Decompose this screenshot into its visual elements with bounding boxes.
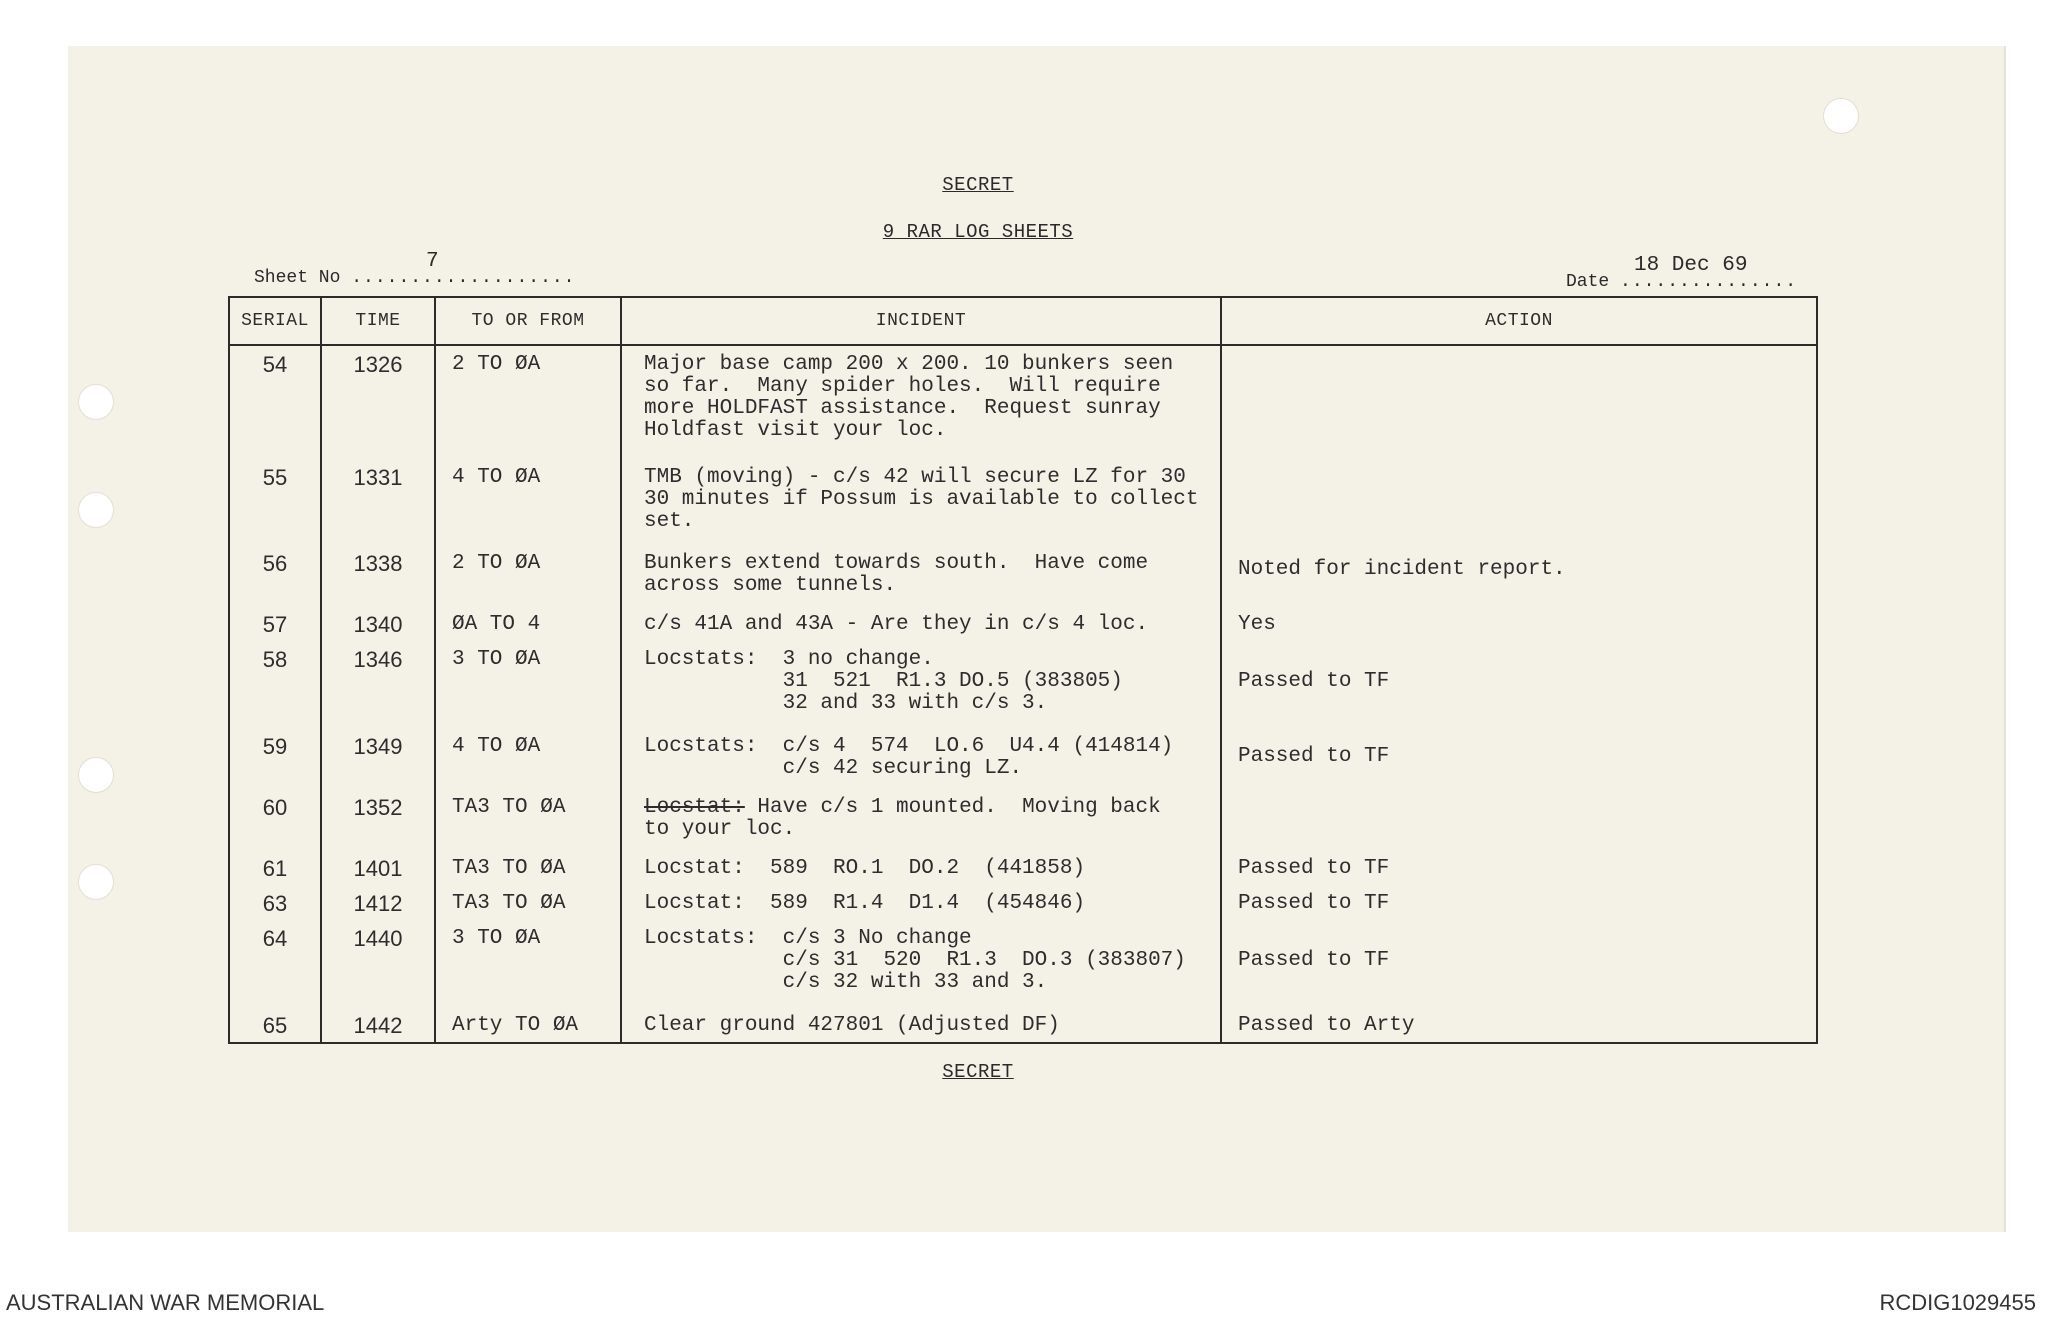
sheet-label: Sheet No [254,268,341,288]
punch-hole [78,864,114,900]
cell-serial: 61 [229,850,321,885]
cell-time: 1349 [321,728,435,789]
date-field [1566,254,1798,292]
cell-action: Passed to TF [1221,728,1817,789]
cell-incident: TMB (moving) - c/s 42 will secure LZ for 30 30 minutes if Possum is available to collect set. [621,459,1221,546]
table-row [229,789,1817,850]
cell-action [1221,459,1817,546]
sheet-value: 7 [426,250,439,273]
cell-time: 1331 [321,459,435,546]
punch-hole [78,384,114,420]
cell-action [1221,345,1817,459]
table-row [229,459,1817,546]
date-dots: ............... [1620,272,1798,292]
cell-serial: 57 [229,606,321,641]
cell-action: Passed to TF [1221,641,1817,728]
cell-serial: 54 [229,345,321,459]
sheet-number [254,250,576,288]
table-row [229,545,1817,606]
cell-serial: 58 [229,641,321,728]
cell-action: Passed to TF [1221,885,1817,920]
table-row [229,1007,1817,1042]
cell-serial: 64 [229,920,321,1007]
punch-hole [78,492,114,528]
cell-serial: 59 [229,728,321,789]
cell-to-or-from: TA3 TO ØA [435,850,621,885]
col-header-serial: SERIAL [229,297,321,345]
cell-time: 1338 [321,545,435,606]
cell-to-or-from: 2 TO ØA [435,345,621,459]
table-row [229,920,1817,1007]
cell-time: 1442 [321,1007,435,1042]
cell-action: Noted for incident report. [1221,545,1817,606]
cell-to-or-from: 3 TO ØA [435,641,621,728]
cell-time: 1340 [321,606,435,641]
cell-incident: Clear ground 427801 (Adjusted DF) [621,1007,1221,1042]
table-row [229,606,1817,641]
cell-serial: 65 [229,1007,321,1042]
col-header-to-or-from: TO OR FROM [435,297,621,345]
log-table [228,296,1818,1044]
classification-bottom: SECRET [942,1061,1014,1083]
col-header-incident: INCIDENT [621,297,1221,345]
sheet-dots: ................... [351,268,576,288]
page-title: 9 RAR LOG SHEETS [882,221,1074,243]
punch-hole [1823,98,1859,134]
table-row [229,641,1817,728]
cell-time: 1401 [321,850,435,885]
cell-to-or-from: TA3 TO ØA [435,885,621,920]
cell-incident: Locstats: c/s 3 No change c/s 31 520 R1.3 DO.3 (383807) c/s 32 with 33 and 3. [621,920,1221,1007]
cell-incident: Major base camp 200 x 200. 10 bunkers seen so far. Many spider holes. Will require more HOLDFAST assistance. Request sunray Holdfast visit your loc. [621,345,1221,459]
table-row [229,885,1817,920]
table-row [229,850,1817,885]
cell-time: 1352 [321,789,435,850]
punch-hole [78,757,114,793]
cell-incident: Locstats: 3 no change. 31 521 R1.3 DO.5 (383805) 32 and 33 with c/s 3. [621,641,1221,728]
cell-time: 1440 [321,920,435,1007]
table-spacer-row [229,1042,1817,1043]
date-value: 18 Dec 69 [1634,254,1748,277]
cell-time: 1326 [321,345,435,459]
cell-incident: Locstats: c/s 4 574 LO.6 U4.4 (414814) c/s 42 securing LZ. [621,728,1221,789]
cell-action: Passed to TF [1221,850,1817,885]
cell-incident: Locstat: 589 R1.4 D1.4 (454846) [621,885,1221,920]
date-label: Date [1566,272,1610,292]
cell-to-or-from: ØA TO 4 [435,606,621,641]
cell-incident: c/s 41A and 43A - Are they in c/s 4 loc. [621,606,1221,641]
archive-reference: RCDIG1029455 [1879,1290,2036,1315]
cell-time: 1412 [321,885,435,920]
table-row [229,728,1817,789]
cell-to-or-from: TA3 TO ØA [435,789,621,850]
cell-incident: Bunkers extend towards south. Have come across some tunnels. [621,545,1221,606]
cell-to-or-from: 4 TO ØA [435,459,621,546]
struck-text: Locstat: [644,795,745,819]
cell-action: Yes [1221,606,1817,641]
cell-serial: 60 [229,789,321,850]
cell-incident: Locstat: 589 RO.1 DO.2 (441858) [621,850,1221,885]
cell-action [1221,789,1817,850]
cell-action: Passed to TF [1221,920,1817,1007]
cell-time: 1346 [321,641,435,728]
table-row [229,345,1817,459]
col-header-action: ACTION [1221,297,1817,345]
cell-to-or-from: 2 TO ØA [435,545,621,606]
archive-credit: AUSTRALIAN WAR MEMORIAL [6,1290,325,1315]
col-header-time: TIME [321,297,435,345]
cell-incident [621,789,1221,850]
classification-top: SECRET [942,174,1014,196]
cell-to-or-from: Arty TO ØA [435,1007,621,1042]
incident-text: Have c/s 1 mounted. Moving back to your loc. [644,795,1161,841]
cell-serial: 63 [229,885,321,920]
cell-serial: 56 [229,545,321,606]
cell-to-or-from: 4 TO ØA [435,728,621,789]
table-header-row [229,297,1817,345]
cell-action: Passed to Arty [1221,1007,1817,1042]
cell-serial: 55 [229,459,321,546]
cell-to-or-from: 3 TO ØA [435,920,621,1007]
